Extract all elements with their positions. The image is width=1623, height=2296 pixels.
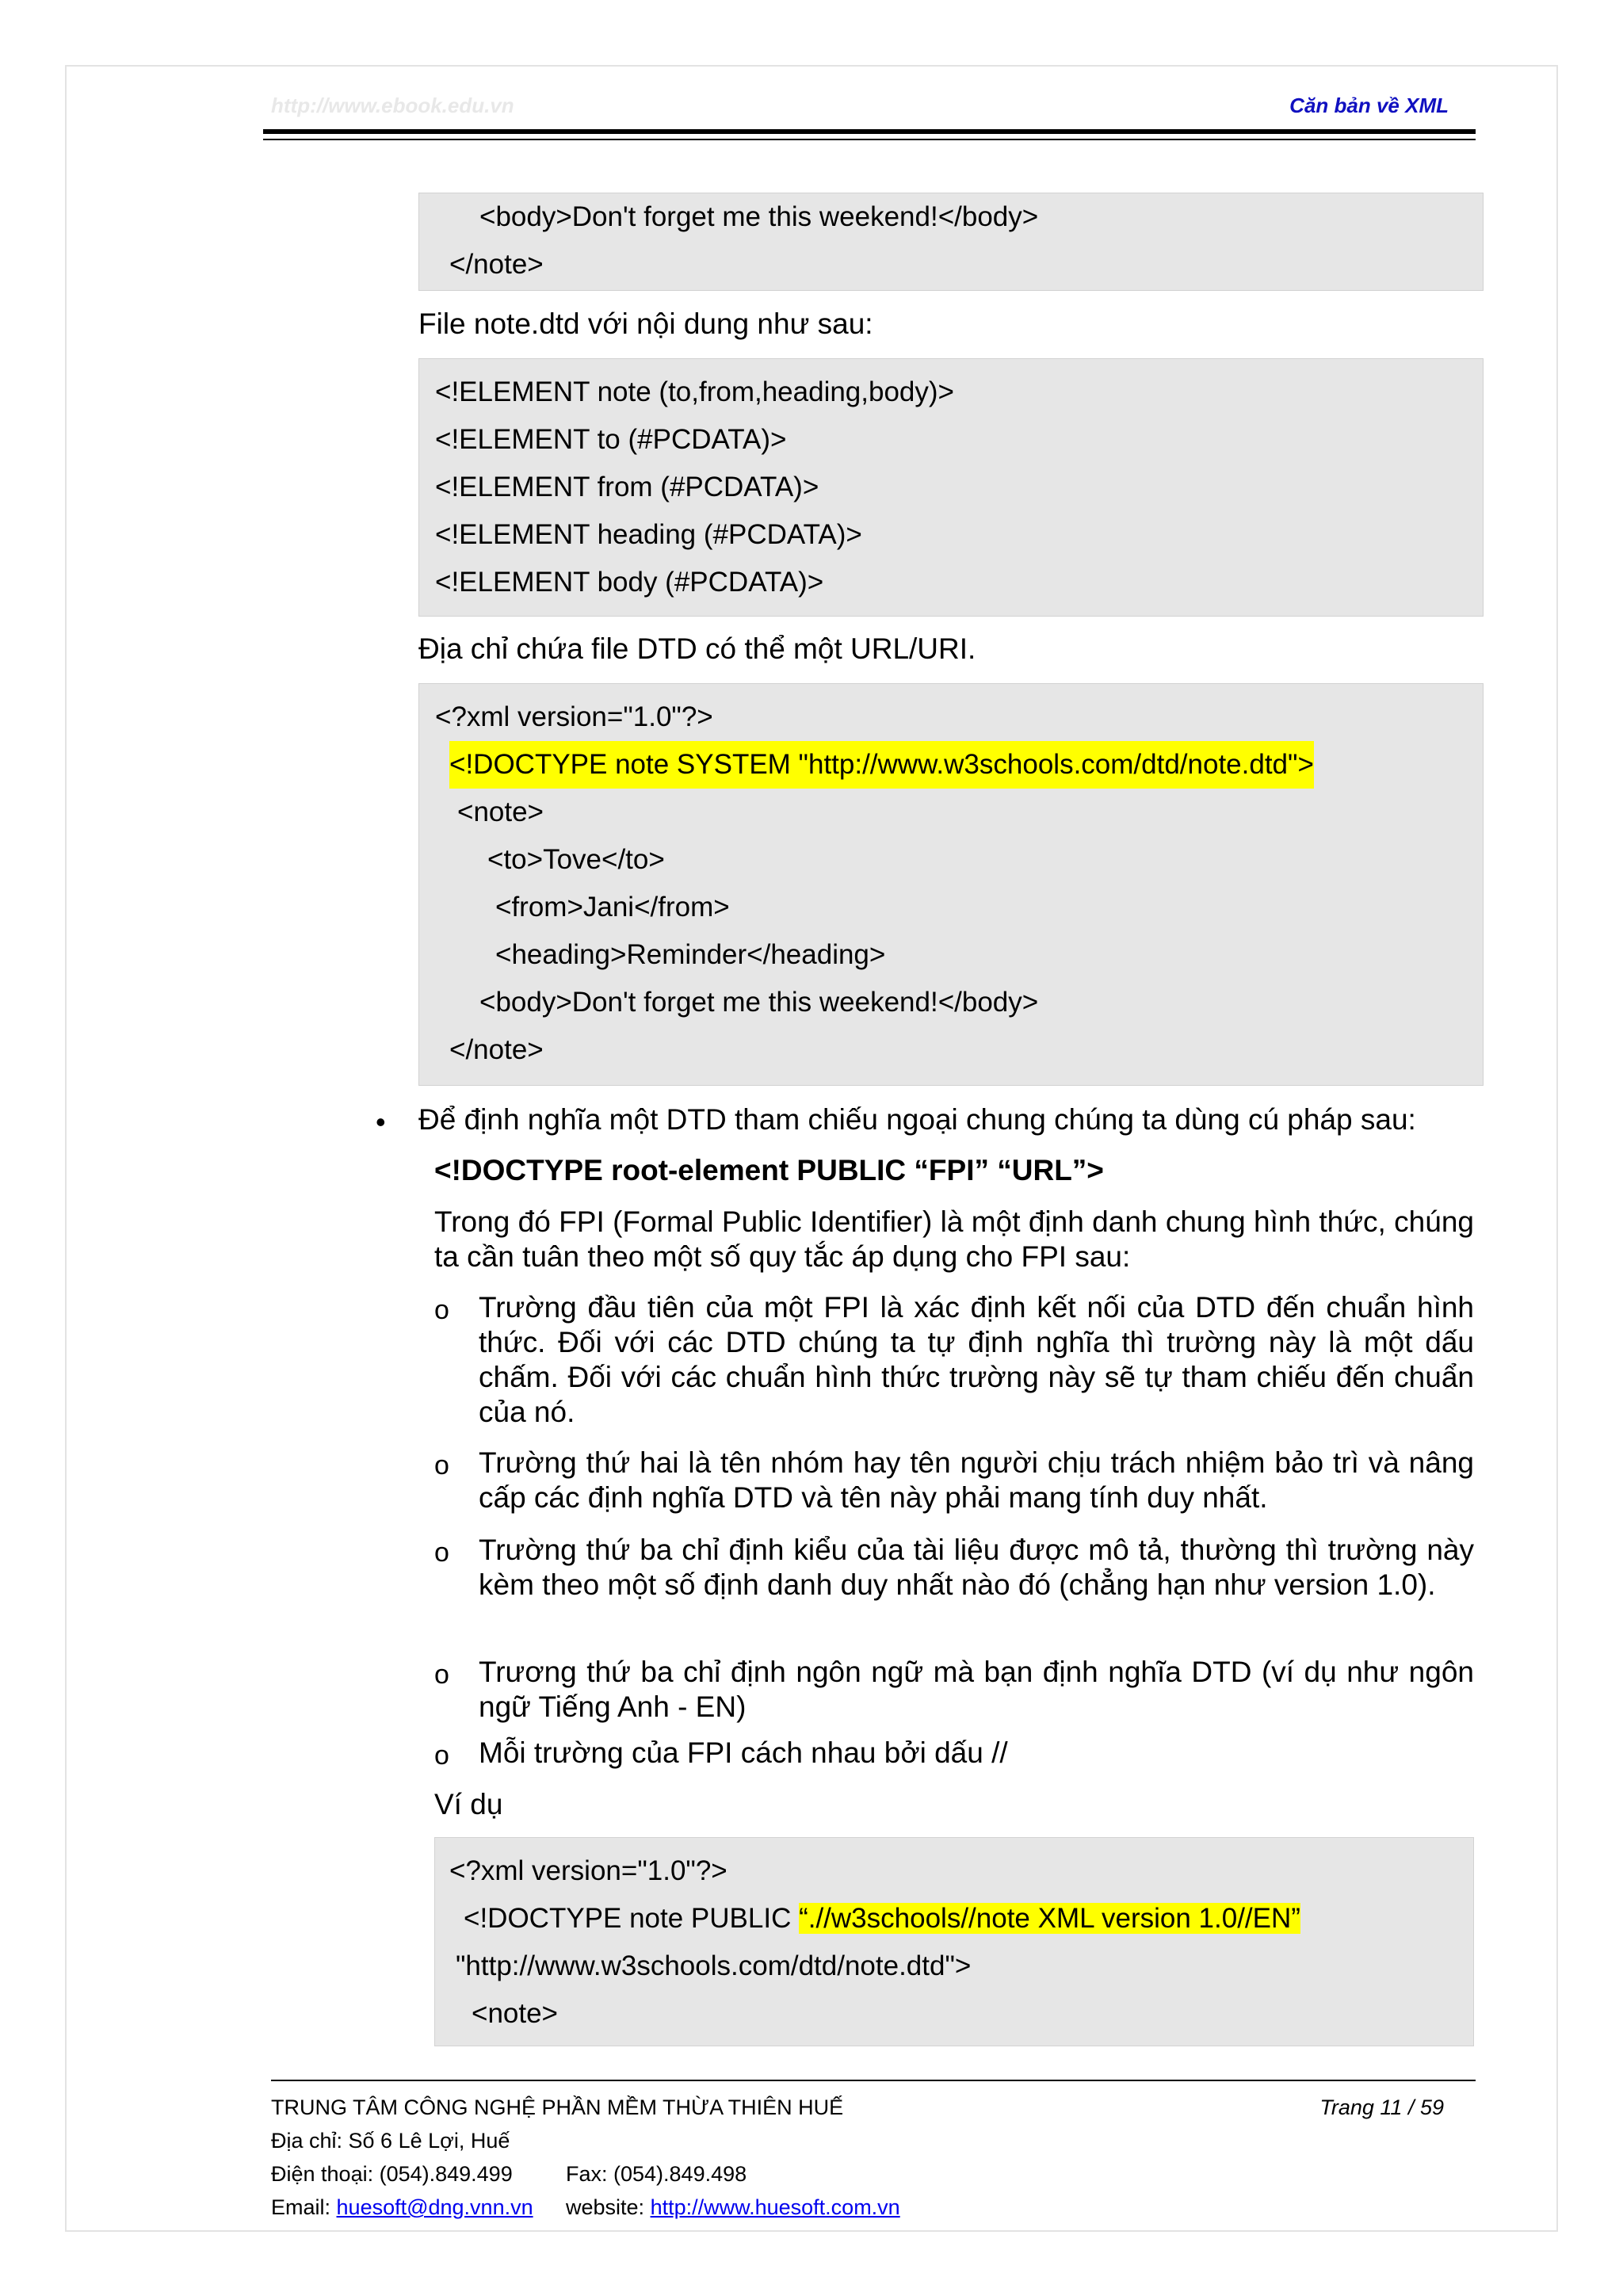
footer-rule (271, 2080, 1476, 2081)
header-title: Căn bản về XML (1289, 94, 1449, 117)
code-block-4 (434, 1837, 1474, 2046)
footer-fax: Fax: (054).849.498 (566, 2162, 747, 2186)
code-line: <!ELEMENT from (#PCDATA)> (435, 472, 819, 502)
website-link[interactable]: http://www.huesoft.com.vn (650, 2195, 900, 2219)
footer-phone: Điện thoại: (054).849.499 (271, 2162, 513, 2186)
sub-list-marker: o (434, 1538, 449, 1568)
website-label: website: (566, 2195, 651, 2219)
highlighted-doctype-line: <!DOCTYPE note SYSTEM "http://www.w3schools.com/dtd/note.dtd"> (449, 741, 1314, 789)
paragraph-dtd-file: File note.dtd với nội dung như sau: (418, 308, 873, 340)
code-line: <heading>Reminder</heading> (495, 939, 886, 970)
sub-list-marker: o (434, 1660, 449, 1690)
code-line: <to>Tove</to> (487, 844, 665, 875)
code-line: </note> (449, 1034, 544, 1065)
code-line: <body>Don't forget me this weekend!</body> (479, 987, 1039, 1018)
sub-list-item: Trường thứ hai là tên nhóm hay tên người chịu trách nhiệm bảo trì và nâng cấp các định nghĩa DTD và tên này phải mang tính duy nhất. (479, 1446, 1474, 1514)
code-text: <!DOCTYPE note PUBLIC (464, 1903, 800, 1934)
sub-list-marker: o (434, 1295, 449, 1325)
code-line: <note> (472, 1998, 558, 2029)
bullet-text: Để định nghĩa một DTD tham chiếu ngoại chung chúng ta dùng cú pháp sau: (418, 1103, 1416, 1136)
header-rule-thick (263, 129, 1476, 134)
doctype-syntax: <!DOCTYPE root-element PUBLIC “FPI” “URL”> (434, 1154, 1104, 1186)
header-rule-thin (263, 139, 1476, 140)
code-line: <note> (457, 797, 544, 827)
sub-list-item: Mỗi trường của FPI cách nhau bởi dấu // (479, 1736, 1008, 1769)
sub-list-marker: o (434, 1450, 449, 1480)
code-line (464, 1895, 1300, 1943)
code-line: <!ELEMENT note (to,from,heading,body)> (435, 376, 954, 407)
sub-list-item: Trương thứ ba chỉ định ngôn ngữ mà bạn định nghĩa DTD (ví dụ như ngôn ngữ Tiếng Anh - EN) (479, 1656, 1474, 1723)
sub-list-item: Trường đầu tiên của một FPI là xác định kết nối của DTD đến chuẩn hình thức. Đối với các DTD chúng ta tự định nghĩa thì trường này là một dấu chấm. Đối với các chuẩn hình thức trường này sẽ tự tham chiếu đến chuẩn của nó. (479, 1291, 1474, 1428)
footer-address: Địa chỉ: Số 6 Lê Lợi, Huế (271, 2129, 510, 2153)
sub-list-marker: o (434, 1740, 449, 1771)
code-line: <?xml version="1.0"?> (435, 701, 713, 732)
highlighted-fpi: “.//w3schools//note XML version 1.0//EN” (799, 1903, 1300, 1934)
footer-email (271, 2195, 533, 2220)
code-line: "http://www.w3schools.com/dtd/note.dtd"> (456, 1950, 972, 1981)
email-link[interactable]: huesoft@dng.vnn.vn (336, 2195, 533, 2219)
example-label: Ví dụ (434, 1788, 503, 1820)
footer-org: TRUNG TÂM CÔNG NGHỆ PHẦN MỀM THỪA THIÊN HUẾ (271, 2095, 844, 2119)
code-block-2 (418, 358, 1484, 617)
bullet-marker: • (376, 1106, 386, 1138)
code-line: </note> (449, 249, 544, 280)
fpi-intro: Trong đó FPI (Formal Public Identifier) là một định danh chung hình thức, chúng ta cần tuân theo một số quy tắc áp dụng cho FPI sau: (434, 1205, 1474, 1273)
email-label: Email: (271, 2195, 337, 2219)
page-number: Trang 11 / 59 (1319, 2095, 1444, 2119)
code-line: <!ELEMENT heading (#PCDATA)> (435, 519, 862, 550)
header-url: http://www.ebook.edu.vn (271, 94, 514, 117)
code-block-3 (418, 683, 1484, 1086)
code-line: <!ELEMENT to (#PCDATA)> (435, 424, 787, 455)
code-line: <from>Jani</from> (495, 892, 730, 923)
paragraph-url: Địa chỉ chứa file DTD có thể một URL/URI. (418, 632, 976, 665)
sub-list-item: Trường thứ ba chỉ định kiểu của tài liệu được mô tả, thường thì trường này kèm theo một số định danh duy nhất nào đó (chẳng hạn như version 1.0). (479, 1534, 1474, 1601)
footer-website (566, 2195, 900, 2220)
code-line: <!ELEMENT body (#PCDATA)> (435, 567, 824, 598)
code-line: <?xml version="1.0"?> (449, 1855, 727, 1886)
code-line: <body>Don't forget me this weekend!</body> (479, 201, 1039, 232)
code-block-1 (418, 193, 1484, 291)
